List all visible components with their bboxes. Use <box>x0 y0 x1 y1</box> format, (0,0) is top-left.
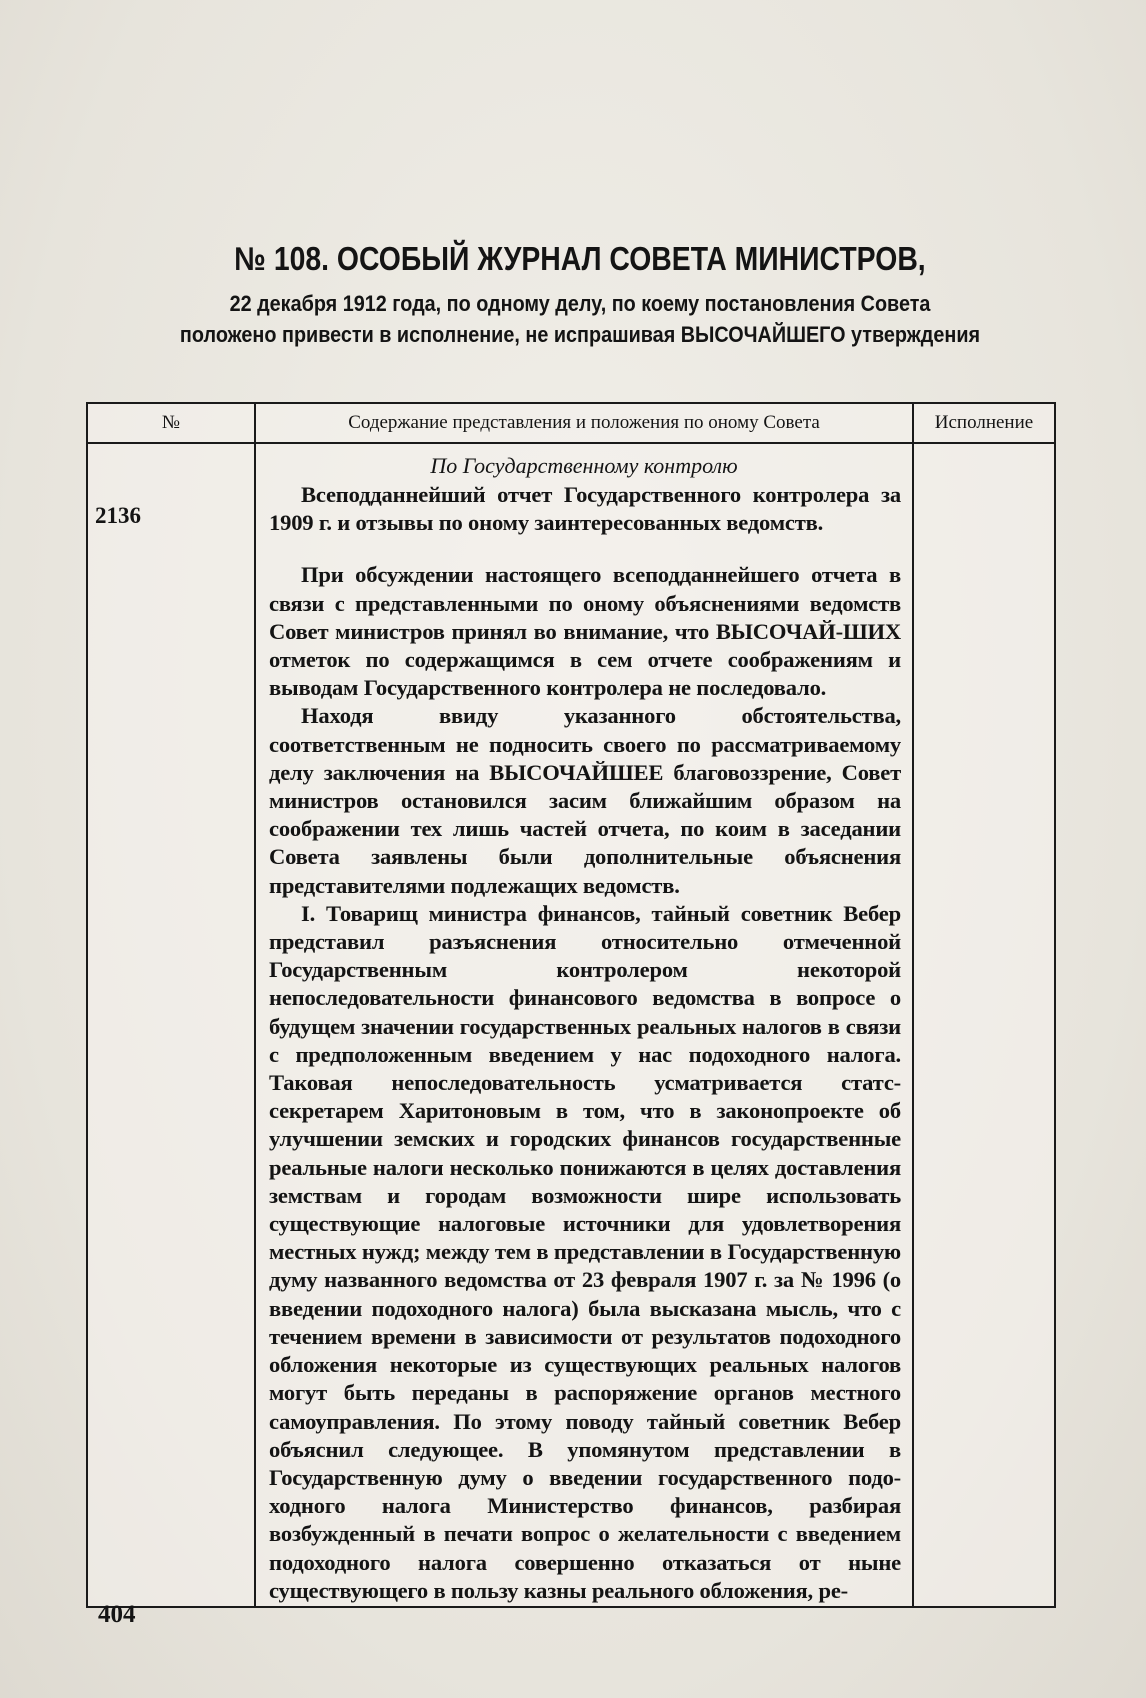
section-heading: По Государственному контролю <box>430 453 738 478</box>
journal-table <box>86 402 1056 1608</box>
journal-subtitle-line2: положено привести в исполнение, не испрашивая ВЫСОЧАЙШЕГО утверждения <box>179 322 981 347</box>
header-content: Содержание представления и положения по оному Совета <box>255 403 913 443</box>
table-header-row <box>87 403 1055 443</box>
paragraph-2: При обсуждении настоящего всеподданнейшего отчета в связи с представленными по оному объяснениями ведомств Совет министров принял во внимание, что ВЫСОЧАЙ-ШИХ отметок по содержащимся в сем отчете соображениям и выводам Государственного контролера не последовало. <box>269 562 901 701</box>
paragraph-1: Всеподданнейший отчет Государственного контролера за 1909 г. и отзывы по оному заинтересованных ведомств. <box>269 482 901 536</box>
journal-subtitle-line1: 22 декабря 1912 года, по одному делу, по коему постановления Совета <box>229 291 931 316</box>
entry-content-cell <box>255 443 913 1607</box>
entry-content <box>257 481 911 1605</box>
header-number: № <box>87 403 255 443</box>
table-row <box>87 443 1055 1607</box>
page-number: 404 <box>98 1601 136 1628</box>
execution-cell <box>913 443 1055 1607</box>
entry-number: 2136 <box>95 503 141 528</box>
paragraph-3: Находя ввиду указанного обстоятельства, соответственным не подносить своего по рассматриваемому делу заключения на ВЫСОЧАЙШЕЕ благовоззрение, Совет министров остановился засим ближайшим образом на соображении тех лишь частей отчета, по коим в заседании Совета заявлены были дополнительные объяснения представителями подлежащих ведомств. <box>269 703 901 898</box>
entry-number-cell <box>87 443 255 1607</box>
journal-title: № 108. ОСОБЫЙ ЖУРНАЛ СОВЕТА МИНИСТРОВ, <box>234 240 926 277</box>
header-execution: Исполнение <box>913 403 1055 443</box>
paragraph-4: I. Товарищ министра финансов, тайный советник Вебер представил разъяснения относительно отмеченной Государственным контролером некоторой непоследовательности финансового ведомства в вопросе о будущем значении государственных реальных налогов в связи с предположенным введением у нас подоходного налога. Таковая непоследовательность усматривается статс-секретарем Харитоновым в том, что в законопроекте об улучшении земских и городских финансов государственные реальные налоги несколько понижаются в целях доставления земствам и городам возможности шире использовать существующие налоговые источники для удовлетворения местных нужд; между тем в представлении в Государственную думу названного ведомства от 23 февраля 1907 г. за № 1996 (о введении подоходного налога) была высказана мысль, что с течением времени в зависимости от результатов подоходного обложения некоторые из существующих реальных налогов могут быть переданы в распоряжение органов местного самоуправления. По этому поводу тайный советник Вебер объяснил следующее. В упомянутом представлении в Государственную думу о введении государственного подо-ходного налога Министерство финансов, разбирая возбужденный в печати вопрос о желательности с введением подоходного налога совершенно отказаться от ныне существующего в пользу казны реального обложения, ре- <box>269 900 901 1603</box>
